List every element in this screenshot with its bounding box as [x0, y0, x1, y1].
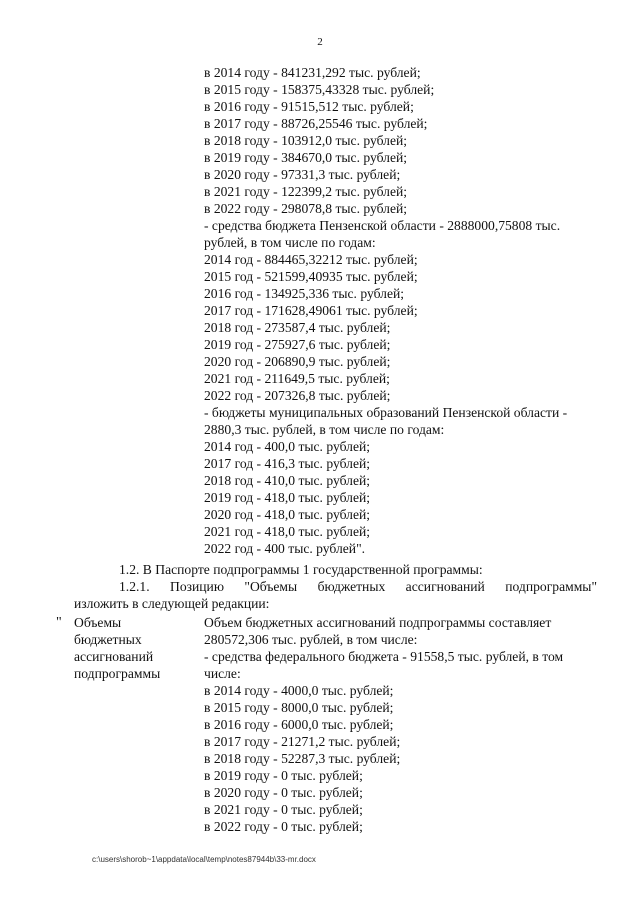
funding-line: в 2015 году - 158375,43328 тыс. рублей; [204, 82, 435, 97]
table-value-line: в 2021 году - 0 тыс. рублей; [204, 802, 363, 817]
funding-line: в 2021 году - 122399,2 тыс. рублей; [204, 184, 408, 199]
funding-line: 2022 год - 400 тыс. рублей". [204, 541, 366, 556]
funding-block-main [204, 64, 604, 557]
page-number: 2 [317, 36, 323, 48]
table-value-line: в 2018 году - 52287,3 тыс. рублей; [204, 751, 401, 766]
funding-line: - бюджеты муниципальных образований Пензенской области - [204, 405, 568, 420]
table-value-line: в 2015 году - 8000,0 тыс. рублей; [204, 700, 394, 715]
funding-line: в 2019 году - 384670,0 тыс. рублей; [204, 150, 408, 165]
funding-line: - средства бюджета Пензенской области - 2888000,75808 тыс. [204, 218, 561, 233]
table-value-line: Объем бюджетных ассигнований подпрограммы составляет [204, 615, 552, 630]
table-label-line: бюджетных [74, 632, 142, 647]
paragraph-1-2-1-second-line: изложить в следующей редакции: [74, 596, 270, 611]
funding-line: 2880,3 тыс. рублей, в том числе по годам: [204, 422, 445, 437]
table-left-column [74, 614, 194, 682]
funding-line: рублей, в том числе по годам: [204, 235, 376, 250]
funding-line: в 2017 году - 88726,25546 тыс. рублей; [204, 116, 428, 131]
table-label-line: ассигнований [74, 649, 154, 664]
table-value-line: - средства федерального бюджета - 91558,5 тыс. рублей, в том [204, 649, 564, 664]
funding-line: 2022 год - 207326,8 тыс. рублей; [204, 388, 391, 403]
funding-line: в 2022 году - 298078,8 тыс. рублей; [204, 201, 408, 216]
funding-line: 2020 год - 206890,9 тыс. рублей; [204, 354, 391, 369]
funding-line: 2014 год - 884465,32212 тыс. рублей; [204, 252, 418, 267]
table-label-line: подпрограммы [74, 666, 161, 681]
table-value-line: 280572,306 тыс. рублей, в том числе: [204, 632, 418, 647]
table-value-line: в 2020 году - 0 тыс. рублей; [204, 785, 363, 800]
funding-line: 2014 год - 400,0 тыс. рублей; [204, 439, 371, 454]
funding-line: 2015 год - 521599,40935 тыс. рублей; [204, 269, 418, 284]
funding-line: в 2014 году - 841231,292 тыс. рублей; [204, 65, 421, 80]
table-value-line: числе: [204, 666, 241, 681]
opening-quote-mark: " [56, 615, 62, 630]
funding-line: 2017 год - 416,3 тыс. рублей; [204, 456, 371, 471]
funding-line: в 2020 году - 97331,3 тыс. рублей; [204, 167, 401, 182]
funding-line: в 2018 году - 103912,0 тыс. рублей; [204, 133, 408, 148]
funding-line: 2019 год - 418,0 тыс. рублей; [204, 490, 371, 505]
table-value-line: в 2017 году - 21271,2 тыс. рублей; [204, 734, 401, 749]
funding-line: 2018 год - 410,0 тыс. рублей; [204, 473, 371, 488]
funding-line: 2020 год - 418,0 тыс. рублей; [204, 507, 371, 522]
table-value-line: в 2022 году - 0 тыс. рублей; [204, 819, 363, 834]
funding-line: 2021 год - 418,0 тыс. рублей; [204, 524, 371, 539]
file-path-footer: c:\users\shorob~1\appdata\local\temp\notes87944b\33-mr.docx [92, 855, 316, 864]
table-value-line: в 2019 году - 0 тыс. рублей; [204, 768, 363, 783]
table-value-line: в 2016 году - 6000,0 тыс. рублей; [204, 717, 394, 732]
table-value-line: в 2014 году - 4000,0 тыс. рублей; [204, 683, 394, 698]
paragraph-1-2-1-first-line: 1.2.1. Позицию "Объемы бюджетных ассигнований подпрограммы" [119, 579, 597, 594]
funding-line: 2016 год - 134925,336 тыс. рублей; [204, 286, 405, 301]
funding-line: 2018 год - 273587,4 тыс. рублей; [204, 320, 391, 335]
funding-line: в 2016 году - 91515,512 тыс. рублей; [204, 99, 414, 114]
table-right-column [204, 614, 604, 835]
funding-line: 2021 год - 211649,5 тыс. рублей; [204, 371, 390, 386]
paragraph-1-2: 1.2. В Паспорте подпрограммы 1 государственной программы: [119, 562, 483, 577]
table-label-line: Объемы [74, 615, 122, 630]
funding-line: 2017 год - 171628,49061 тыс. рублей; [204, 303, 418, 318]
funding-line: 2019 год - 275927,6 тыс. рублей; [204, 337, 391, 352]
